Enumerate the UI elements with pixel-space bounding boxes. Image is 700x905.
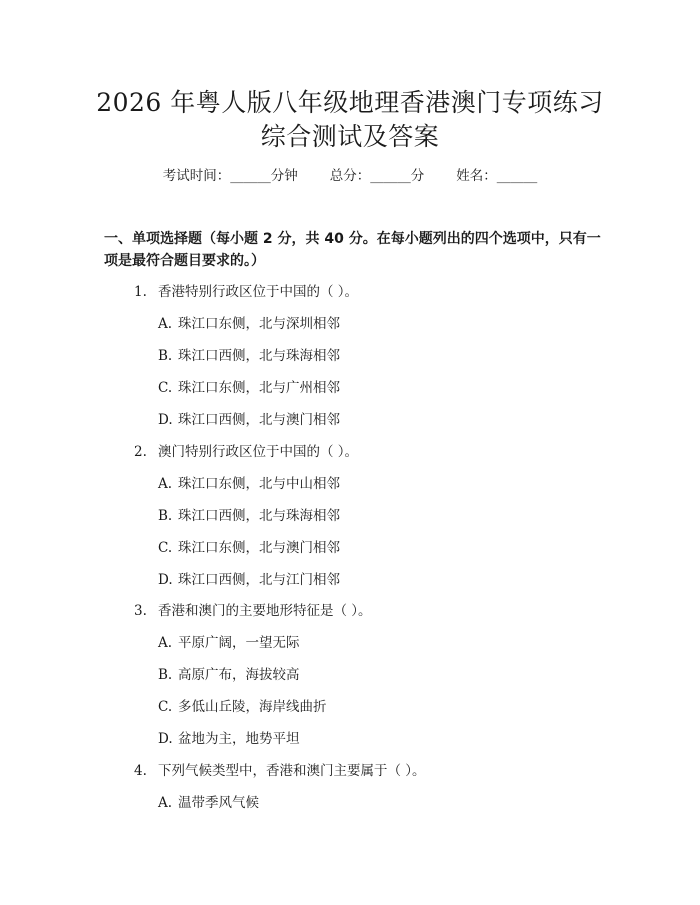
exam-info-line — [60, 166, 640, 186]
option-text: 多低山丘陵，海岸线曲折 — [178, 699, 327, 715]
exam-time-field: 考试时间：______分钟 — [162, 168, 298, 184]
option-text: 平原广阔，一望无际 — [178, 635, 300, 651]
doc-title-line2: 综合测试及答案 — [260, 122, 440, 151]
question-1 — [134, 282, 358, 302]
question-text: 香港特别行政区位于中国的（ ）。 — [158, 284, 359, 300]
option-text: 高原广布，海拔较高 — [178, 667, 300, 683]
question-number: 4. — [134, 763, 147, 779]
question-number: 2. — [134, 444, 147, 460]
section-heading-single-choice: 一、单项选择题（每小题 2 分，共 40 分。在每小题列出的四个选项中，只有一项是最符合题目要求的。） — [104, 231, 601, 269]
question-3 — [134, 601, 372, 621]
option-text: 珠江口西侧，北与珠海相邻 — [178, 348, 340, 364]
option-key: A. — [158, 316, 173, 332]
doc-title-line1: 2026 年粤人版八年级地理香港澳门专项练习 — [96, 88, 604, 117]
question-2-option-c — [158, 538, 340, 558]
option-key: D. — [158, 412, 173, 428]
option-text: 珠江口西侧，北与澳门相邻 — [178, 412, 340, 428]
question-2-option-b — [158, 506, 340, 526]
total-score-field: 总分：______分 — [329, 168, 425, 184]
question-1-option-a — [158, 314, 340, 334]
question-3-option-d — [158, 729, 300, 749]
question-2-option-a — [158, 474, 340, 494]
question-2 — [134, 442, 358, 462]
option-text: 珠江口东侧，北与澳门相邻 — [178, 540, 340, 556]
option-text: 珠江口东侧，北与深圳相邻 — [178, 316, 340, 332]
question-text: 下列气候类型中，香港和澳门主要属于（ ）。 — [158, 763, 426, 779]
option-key: B. — [158, 508, 173, 524]
question-3-option-c — [158, 697, 327, 717]
question-4-option-a — [158, 793, 259, 813]
question-text: 香港和澳门的主要地形特征是（ ）。 — [158, 603, 372, 619]
option-key: A. — [158, 635, 173, 651]
option-key: C. — [158, 380, 173, 396]
option-text: 珠江口西侧，北与珠海相邻 — [178, 508, 340, 524]
question-number: 3. — [134, 603, 147, 619]
option-key: B. — [158, 667, 173, 683]
option-key: C. — [158, 699, 173, 715]
question-number: 1. — [134, 284, 147, 300]
option-key: D. — [158, 572, 173, 588]
option-text: 珠江口东侧，北与广州相邻 — [178, 380, 340, 396]
option-text: 珠江口西侧，北与江门相邻 — [178, 572, 340, 588]
option-key: A. — [158, 476, 173, 492]
option-key: B. — [158, 348, 173, 364]
student-name-field: 姓名：______ — [456, 168, 538, 184]
option-text: 温带季风气候 — [178, 795, 259, 811]
question-1-option-b — [158, 346, 340, 366]
question-text: 澳门特别行政区位于中国的（ ）。 — [158, 444, 359, 460]
question-3-option-a — [158, 633, 300, 653]
question-1-option-c — [158, 378, 340, 398]
option-key: A. — [158, 795, 173, 811]
question-4 — [134, 761, 426, 781]
question-2-option-d — [158, 570, 340, 590]
option-text: 盆地为主，地势平坦 — [178, 731, 300, 747]
option-key: C. — [158, 540, 173, 556]
question-3-option-b — [158, 665, 300, 685]
option-text: 珠江口东侧，北与中山相邻 — [178, 476, 340, 492]
option-key: D. — [158, 731, 173, 747]
question-1-option-d — [158, 410, 340, 430]
